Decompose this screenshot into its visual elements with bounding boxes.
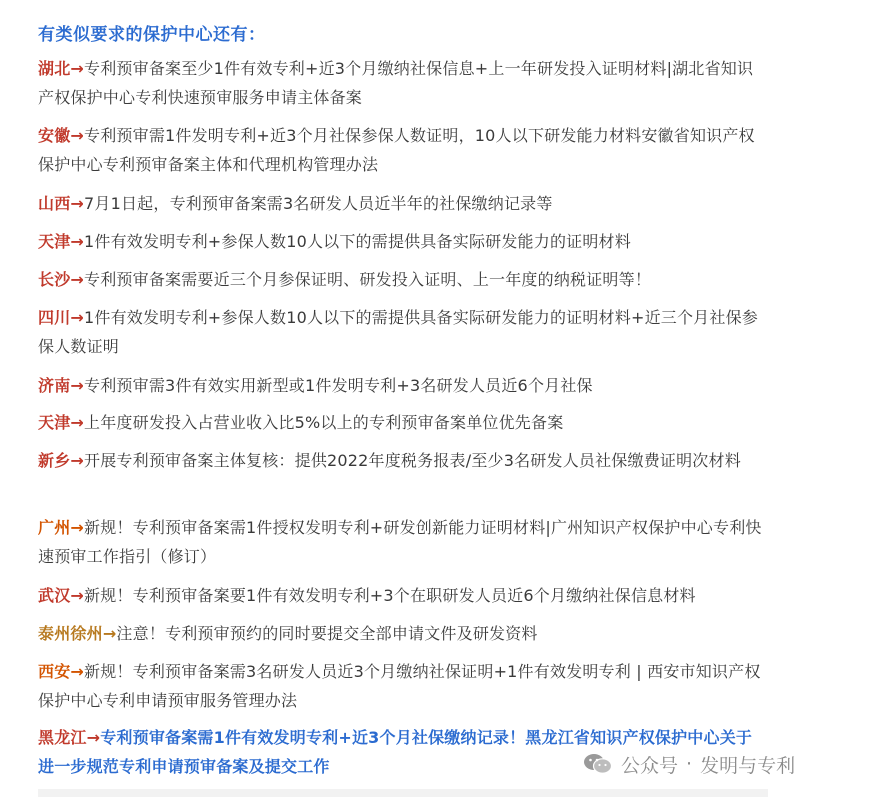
entry-text: 专利预审需1件发明专利+近3个月社保参保人数证明，10人以下研发能力材料安徽省知识产权保护中心专利预审备案主体和代理机构管理办法 [38,126,755,174]
arrow-icon: → [70,413,85,432]
city-name: 黑龙江 [38,728,87,747]
entry-text: 专利预审备案需要近三个月参保证明、研发投入证明、上一年度的纳税证明等！ [84,270,652,289]
wechat-icon [583,753,613,775]
entry-xinxiang [38,446,768,475]
city-name: 济南 [38,376,71,395]
entry-text: 专利预审备案需1件有效发明专利+近3个月社保缴纳记录！黑龙江省知识产权保护中心关于进一步规范专利申请预审备案及提交工作 [38,728,753,776]
entry-shanxi [38,189,768,218]
arrow-icon: → [70,451,85,470]
watermark-separator: · [686,753,693,775]
city-name: 长沙 [38,270,71,289]
entry-text: 注意！专利预审预约的同时要提交全部申请文件及研发资料 [116,624,538,643]
city-name: 新乡 [38,451,71,470]
entry-tianjin-1 [38,227,768,256]
entry-text: 7月1日起，专利预审备案需3名研发人员近半年的社保缴纳记录等 [84,194,553,213]
arrow-icon: → [70,59,85,78]
entry-xian [38,657,768,715]
city-name: 山西 [38,194,71,213]
city-name: 湖北 [38,59,71,78]
city-name: 泰州徐州 [38,624,103,643]
city-name: 广州 [38,518,71,537]
arrow-icon: → [70,376,85,395]
entry-text: 新规！专利预审备案要1件有效发明专利+3个在职研发人员近6个月缴纳社保信息材料 [84,586,696,605]
entry-text: 新规！专利预审备案需3名研发人员近3个月缴纳社保证明+1件有效发明专利 | 西安市知识产权保护中心专利申请预审服务管理办法 [38,662,761,710]
watermark-label: 公众号 [621,754,679,777]
arrow-icon: → [86,728,101,747]
entry-text: 新规！专利预审备案需1件授权发明专利+研发创新能力证明材料|广州知识产权保护中心专利快速预审工作指引（修订） [38,518,762,566]
arrow-icon: → [70,126,85,145]
entry-guangzhou [38,513,768,571]
entry-hubei [38,54,768,112]
wechat-account-watermark [583,750,795,778]
entry-tianjin-2 [38,408,768,437]
city-name: 四川 [38,308,71,327]
entry-taizhou-xuzhou [38,619,768,648]
entry-text: 专利预审需3件有效实用新型或1件发明专利+3名研发人员近6个月社保 [84,376,593,395]
arrow-icon: → [70,194,85,213]
entry-text: 1件有效发明专利+参保人数10人以下的需提供具备实际研发能力的证明材料 [84,232,631,251]
city-name: 天津 [38,413,71,432]
city-name: 安徽 [38,126,71,145]
entry-sichuan [38,303,768,361]
entry-text: 1件有效发明专利+参保人数10人以下的需提供具备实际研发能力的证明材料+近三个月社保参保人数证明 [38,308,758,356]
entry-text: 专利预审备案至少1件有效专利+近3个月缴纳社保信息+上一年研发投入证明材料|湖北省知识产权保护中心专利快速预审服务申请主体备案 [38,59,754,107]
arrow-icon: → [70,518,85,537]
arrow-icon: → [102,624,117,643]
section-heading: 有类似要求的保护中心还有： [38,25,266,45]
city-name: 武汉 [38,586,71,605]
arrow-icon: → [70,586,85,605]
bottom-divider [38,789,768,797]
entry-text: 开展专利预审备案主体复核：提供2022年度税务报表/至少3名研发人员社保缴费证明次材料 [84,451,741,470]
city-name: 天津 [38,232,71,251]
arrow-icon: → [70,662,85,681]
entry-changsha [38,265,768,294]
arrow-icon: → [70,232,85,251]
arrow-icon: → [70,308,85,327]
entry-anhui [38,121,768,179]
entry-jinan [38,371,768,400]
watermark-account-name: 发明与专利 [700,754,796,777]
city-name: 西安 [38,662,71,681]
entry-text: 上年度研发投入占营业收入比5%以上的专利预审备案单位优先备案 [84,413,564,432]
arrow-icon: → [70,270,85,289]
entry-wuhan [38,581,768,610]
